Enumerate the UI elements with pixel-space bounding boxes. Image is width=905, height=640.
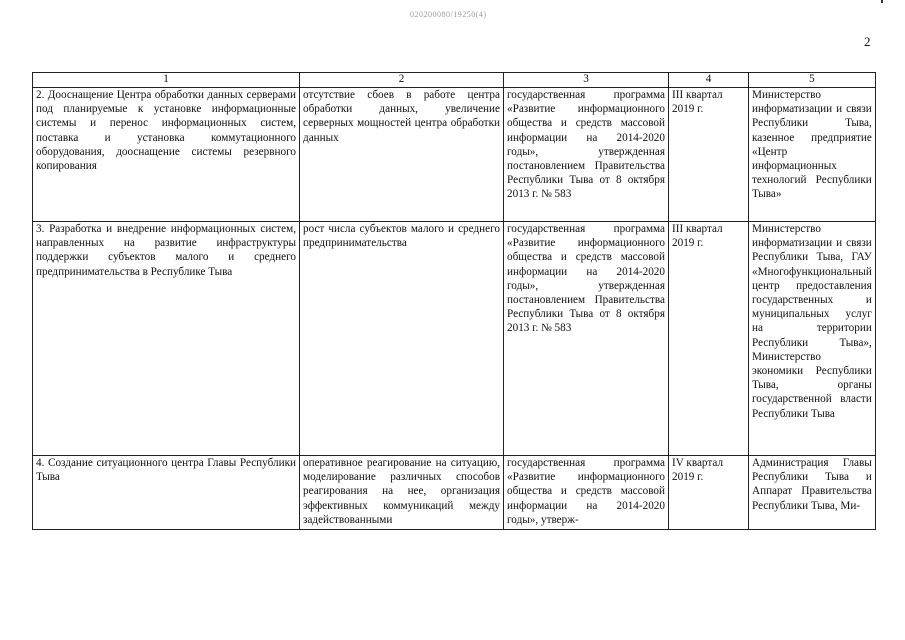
header-col-4: 4 [669, 73, 749, 88]
deadline-cell: IV квартал 2019 г. [669, 456, 749, 530]
document-stamp: 020200080/19250(4) [410, 10, 487, 19]
responsible-cell: Администрация Главы Республики Тыва и Аппарат Правительства Республики Тыва, Ми- [749, 456, 876, 530]
header-row [33, 73, 876, 88]
result-cell: оперативное реагирование на ситуацию, моделирование различных способов реагирования на нее, организация эффективных коммуникаций между задействованными [300, 456, 504, 530]
responsible-cell: Министерство информатизации и связи Республики Тыва, казенное предприятие «Центр информационных технологий Республики Тыва» [749, 88, 876, 222]
result-cell: рост числа субъектов малого и среднего предпринимательства [300, 222, 504, 456]
result-cell: отсутствие сбоев в работе центра обработки данных, увеличение серверных мощностей центра обработки данных [300, 88, 504, 222]
header-col-3: 3 [504, 73, 669, 88]
deadline-cell: III квартал 2019 г. [669, 222, 749, 456]
basis-cell: государственная программа «Развитие информационного общества и средств массовой информации на 2014-2020 годы», утверж- [504, 456, 669, 530]
table-row [33, 456, 876, 530]
table-row [33, 222, 876, 456]
measure-cell: 3. Разработка и внедрение информационных систем, направленных на развитие инфраструктуры поддержки субъектов малого и среднего предпринимательства в Республике Тыва [33, 222, 300, 456]
plan-table [32, 72, 876, 530]
basis-cell: государственная программа «Развитие информационного общества и средств массовой информации на 2014-2020 годы», утвержденная постановлением Правительства Республики Тыва от 8 октября 2013 г. № 583 [504, 88, 669, 222]
page-number: 2 [864, 34, 871, 49]
table-row [33, 88, 876, 222]
deadline-cell: III квартал 2019 г. [669, 88, 749, 222]
basis-cell: государственная программа «Развитие информационного общества и средств массовой информации на 2014-2020 годы», утвержденная постановлением Правительства Республики Тыва от 8 октября 2013 г. № 583 [504, 222, 669, 456]
header-col-5: 5 [749, 73, 876, 88]
header-col-1: 1 [33, 73, 300, 88]
corner-mark [881, 0, 883, 3]
responsible-cell: Министерство информатизации и связи Республики Тыва, ГАУ «Многофункциональный центр предоставления государственных и муниципальных услуг на территории Республики Тыва», Министерство экономики Республики Тыва, органы государственной власти Республики Тыва [749, 222, 876, 456]
measure-cell: 4. Создание ситуационного центра Главы Республики Тыва [33, 456, 300, 530]
measure-cell: 2. Дооснащение Центра обработки данных серверами под планируемые к установке информационные системы и перенос информационных систем, поставка и установка коммутационного оборудования, дооснащение системы резервного копирования [33, 88, 300, 222]
header-col-2: 2 [300, 73, 504, 88]
